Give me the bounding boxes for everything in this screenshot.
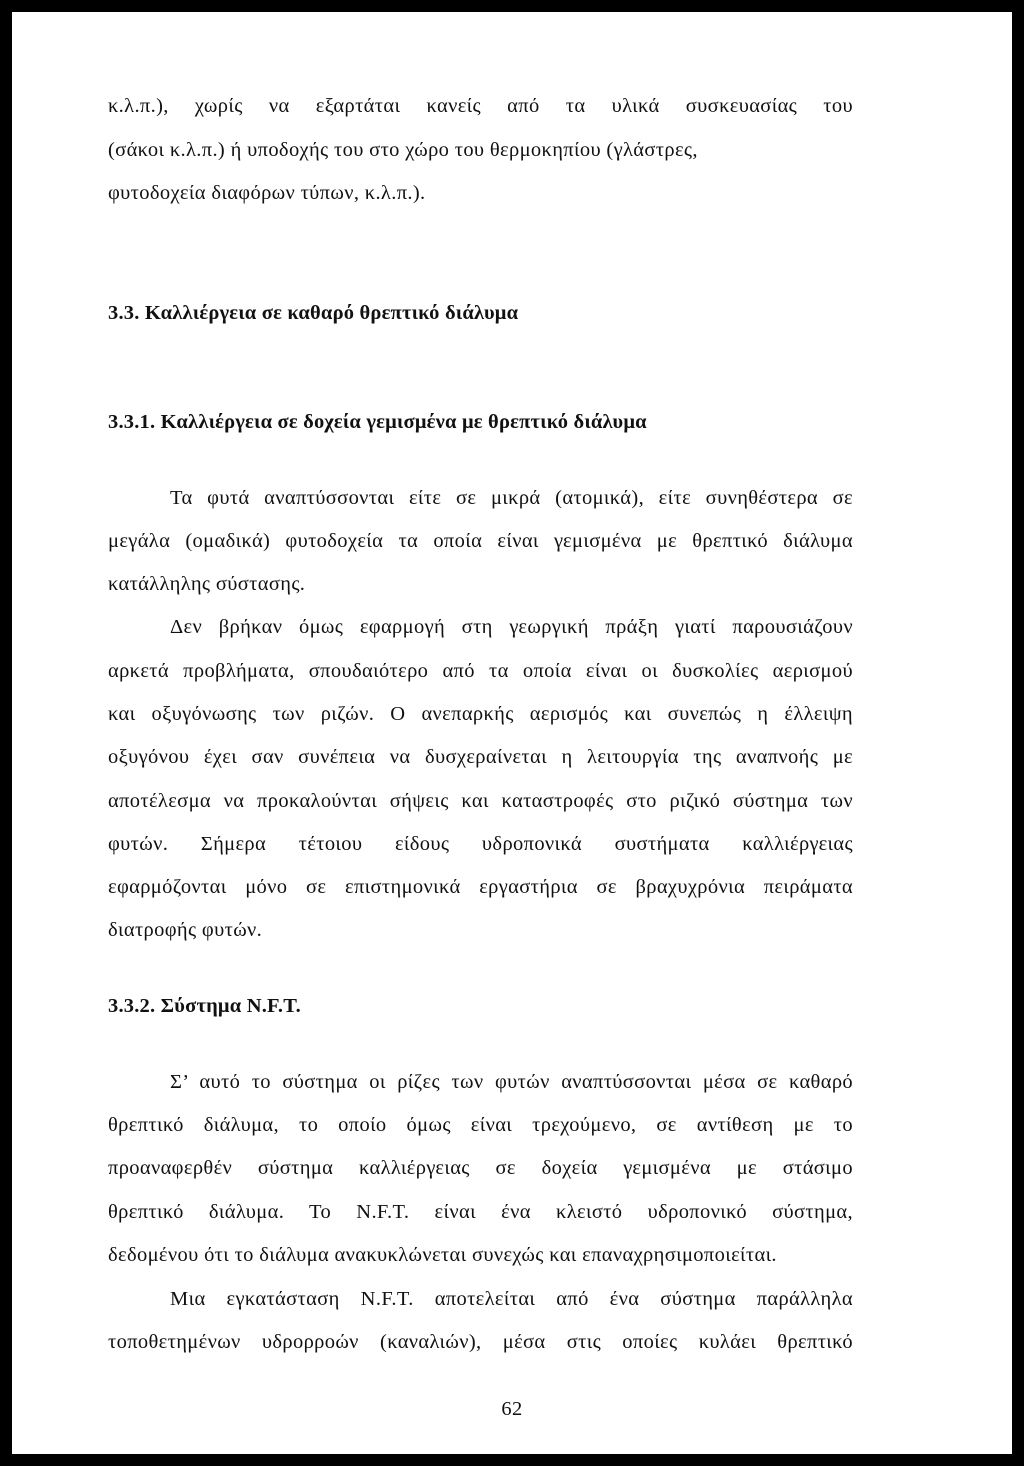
text-line: και οξυγόνωσης των ριζών. Ο ανεπαρκής αερισμός και συνεπώς η έλλειψη: [108, 703, 853, 725]
text-line: φυτών. Σήμερα τέτοιου είδους υδροπονικά συστήματα καλλιέργειας: [108, 833, 853, 855]
text-line: οξυγόνου έχει σαν συνέπεια να δυσχεραίνεται η λειτουργία της αναπνοής με: [108, 746, 853, 768]
text-line: αποτέλεσμα να προκαλούνται σήψεις και καταστροφές στο ριζικό σύστημα των: [108, 790, 853, 812]
text-line: προαναφερθέν σύστημα καλλιέργειας σε δοχεία γεμισμένα με στάσιμο: [108, 1157, 853, 1179]
text-line: μεγάλα (ομαδικά) φυτοδοχεία τα οποία είναι γεμισμένα με θρεπτικό διάλυμα: [108, 530, 853, 552]
text-line: Σ’ αυτό το σύστημα οι ρίζες των φυτών αναπτύσσονται μέσα σε καθαρό: [170, 1071, 853, 1093]
subsection-heading: 3.3.2. Σύστημα N.F.T.: [108, 995, 301, 1017]
text-line: θρεπτικό διάλυμα. Το N.F.T. είναι ένα κλειστό υδροπονικό σύστημα,: [108, 1201, 853, 1223]
subsection-heading: 3.3.1. Καλλιέργεια σε δοχεία γεμισμένα με θρεπτικό διάλυμα: [108, 411, 647, 433]
document-page: [12, 12, 1012, 1454]
text-line: κ.λ.π.), χωρίς να εξαρτάται κανείς από τα υλικά συσκευασίας του: [108, 95, 853, 117]
text-line: διατροφής φυτών.: [108, 919, 263, 941]
section-heading: 3.3. Καλλιέργεια σε καθαρό θρεπτικό διάλυμα: [108, 302, 519, 324]
text-line: Τα φυτά αναπτύσσονται είτε σε μικρά (ατομικά), είτε συνηθέστερα σε: [170, 487, 853, 509]
text-line: εφαρμόζονται μόνο σε επιστημονικά εργαστήρια σε βραχυχρόνια πειράματα: [108, 876, 853, 898]
text-line: κατάλληλης σύστασης.: [108, 573, 306, 595]
text-line: τοποθετημένων υδρορροών (καναλιών), μέσα στις οποίες κυλάει θρεπτικό: [108, 1331, 853, 1353]
text-line: Μια εγκατάσταση N.F.T. αποτελείται από ένα σύστημα παράλληλα: [170, 1288, 853, 1310]
text-line: δεδομένου ότι το διάλυμα ανακυκλώνεται συνεχώς και επαναχρησιμοποιείται.: [108, 1244, 777, 1266]
text-line: Δεν βρήκαν όμως εφαρμογή στη γεωργική πράξη γιατί παρουσιάζουν: [170, 616, 853, 638]
text-line: θρεπτικό διάλυμα, το οποίο όμως είναι τρεχούμενο, σε αντίθεση με το: [108, 1114, 853, 1136]
text-line: (σάκοι κ.λ.π.) ή υποδοχής του στο χώρο του θερμοκηπίου (γλάστρες,: [108, 139, 698, 161]
page-number: 62: [501, 1398, 523, 1420]
text-line: αρκετά προβλήματα, σπουδαιότερο από τα οποία είναι οι δυσκολίες αερισμού: [108, 660, 853, 682]
text-line: φυτοδοχεία διαφόρων τύπων, κ.λ.π.).: [108, 182, 426, 204]
